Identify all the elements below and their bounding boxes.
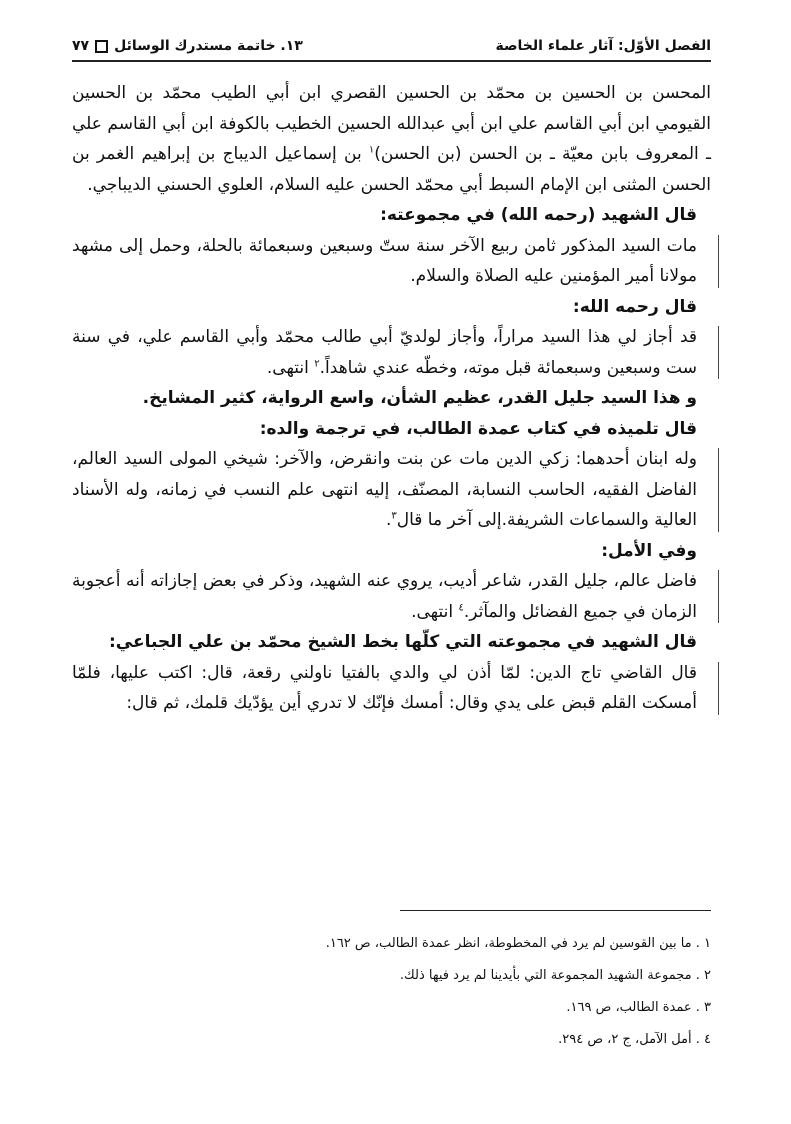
running-header	[72, 34, 711, 58]
quote-block: قد أجاز لي هذا السيد مراراً، وأجاز لولديّ أبي طالب محمّد وأبي القاسم علي، في سنة ست وسبعين وسبعمائة قبل موته، وخطّه عندي شاهداً.$^٢$ انتهى.	[72, 322, 711, 383]
footnote-ref: ٣	[391, 510, 397, 522]
section-heading: و هذا السيد جليل القدر، عظيم الشأن، واسع الرواية، كثير المشايخ.	[142, 388, 697, 408]
footnote-ref: ٢	[314, 357, 320, 369]
section-heading: قال الشهيد في مجموعته التي كلّها بخط الشيخ محمّد بن علي الجباعي:	[108, 632, 697, 652]
square-icon	[95, 40, 108, 53]
section-heading: قال رحمه الله:	[572, 296, 697, 317]
quote-block: مات السيد المذكور ثامن ربيع الآخر سنة ستّ وسبعين وسبعمائة بالحلة، وحمل إلى مشهد مولانا أمير المؤمنين عليه الصلاة والسلام.	[72, 231, 711, 292]
footnote: ٢ . مجموعة الشهيد المجموعة التي بأيدينا لم يرد فيها ذلك.	[399, 968, 711, 983]
header-divider	[72, 60, 711, 62]
footnote: ٤ . أمل الآمل، ج ٢، ص ٢٩٤.	[558, 1032, 711, 1047]
quote-block: قال القاضي تاج الدين: لمّا أذن لي والدي بالفتيا ناولني رقعة، قال: اكتب عليها، فلمّا أمسكت القلم قبض على يدي وقال: أمسك فإنّك لا تدري أين يؤدّيك قلمك، ثم قال:	[72, 658, 711, 719]
main-text	[72, 78, 711, 719]
section-heading: قال الشهيد (رحمه الله) في مجموعته:	[380, 205, 697, 225]
footnote-ref: ٤	[458, 601, 464, 613]
footnote: ٣ . عمدة الطالب، ص ١٦٩.	[566, 1000, 711, 1015]
page-number: ٧٧	[72, 38, 90, 54]
lead-paragraph: المحسن بن الحسين بن محمّد بن الحسين القصري ابن أبي الطيب محمّد بن الحسين القيومي ابن أبي القاسم علي ابن أبي عبدالله الحسين الخطيب بالكوفة ابن أبي القاسم علي ـ المعروف بابن معيّة ـ بن الحسن (بن الحسن)$^١$ بن إسماعيل الديباج بن إبراهيم الغمر بن الحسن المثنى ابن الإمام السبط أبي محمّد الحسن عليه السلام، العلوي الحسني الديباجي.	[72, 83, 712, 195]
footnote: ١ . ما بين القوسين لم يرد في المخطوطة، انظر عمدة الطالب، ص ١٦٢.	[325, 936, 711, 951]
section-heading: وفي الأمل:	[601, 540, 697, 561]
footnotes	[72, 928, 711, 1056]
book-title: ١٣. خاتمة مستدرك الوسائل	[114, 38, 303, 54]
footnote-divider	[400, 910, 711, 911]
header-book-info	[72, 38, 303, 54]
quote-block: وله ابنان أحدهما: زكي الدين مات عن بنت وانقرض، والآخر: شيخي المولى السيد العالم، الفاضل الفقيه، الحاسب النسابة، المصنّف، إليه انتهى علم النسب في زمانه، وله الأسناد العالية والسماعات الشريفة.إلى آخر ما قال$^٣$.	[72, 444, 711, 536]
chapter-title: الفصل الأوّل: آثار علماء الخاصة	[495, 38, 711, 54]
section-heading: قال تلميذه في كتاب عمدة الطالب، في ترجمة والده:	[259, 418, 697, 439]
quote-block: فاضل عالم، جليل القدر، شاعر أديب، يروي عنه الشهيد، وذكر في بعض إجازاته أنه أعجوبة الزمان في جميع الفضائل والمآثر.$^٤$ انتهى.	[72, 566, 711, 627]
footnote-ref: ١	[368, 144, 375, 156]
